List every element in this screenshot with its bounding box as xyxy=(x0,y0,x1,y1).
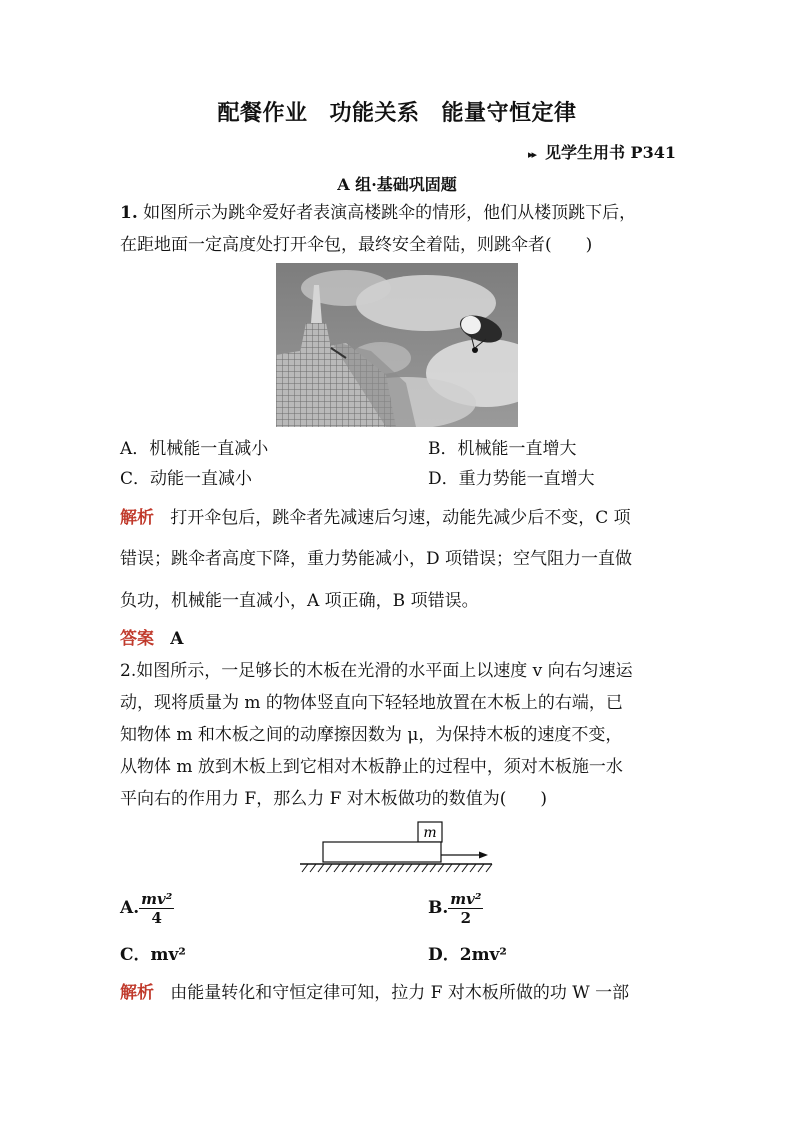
q2-stem-line-2: 动，现将质量为 m 的物体竖直向下轻轻地放置在木板上的右端，已 xyxy=(120,693,623,713)
q1-answer-label: 答案 xyxy=(120,629,154,649)
q2-stem-line-1: 2.如图所示，一足够长的木板在光滑的水平面上以速度 v 向右匀速运 xyxy=(120,661,633,681)
q1-answer-value: A xyxy=(170,629,184,649)
q1-option-c[interactable]: C．动能一直减小 xyxy=(120,469,253,489)
q2-stem-line-3: 知物体 m 和木板之间的动摩擦因数为 μ，为保持木板的速度不变， xyxy=(120,725,623,745)
q2-option-a-prefix: A. xyxy=(120,898,140,918)
q2-option-d[interactable]: D．2mv² xyxy=(428,945,507,965)
reference-note xyxy=(528,140,676,163)
q1-option-b[interactable]: B．机械能一直增大 xyxy=(428,439,577,459)
q2-option-a-numerator: mv² xyxy=(141,890,173,908)
page-title xyxy=(0,96,794,127)
q1-text-1: 如图所示为跳伞爱好者表演高楼跳伞的情形，他们从楼顶跳下后， xyxy=(143,203,637,223)
q2-option-b[interactable] xyxy=(428,890,483,927)
q1-analysis-line-3: 负功，机械能一直减小，A 项正确，B 项错误。 xyxy=(120,591,479,611)
q1-stem-line-2: 在距地面一定高度处打开伞包，最终安全着陆，则跳伞者( ) xyxy=(120,235,593,255)
arrow-head-icon xyxy=(479,852,488,859)
ground-hatching xyxy=(302,864,492,872)
skydiver-photo-graphic xyxy=(276,263,518,427)
title-part-3: 能量守恒定律 xyxy=(441,101,577,126)
skydiver-photo xyxy=(276,263,518,427)
q2-analysis-label: 解析 xyxy=(120,983,154,1003)
board-block-diagram xyxy=(296,820,496,880)
q1-analysis-text-1: 打开伞包后，跳伞者先减速后匀速，动能先减少后不变，C 项 xyxy=(170,508,631,528)
q2-analysis-line-1 xyxy=(120,982,680,1004)
q2-option-b-prefix: B. xyxy=(428,898,449,918)
q2-option-c[interactable]: C．mv² xyxy=(120,945,186,965)
q2-option-b-fraction xyxy=(448,890,483,927)
q1-number: 1. xyxy=(120,203,138,223)
q1-option-a[interactable]: A．机械能一直减小 xyxy=(120,439,269,459)
title-part-2: 功能关系 xyxy=(329,101,420,126)
q2-option-b-denominator: 2 xyxy=(460,909,472,927)
q1-answer-line xyxy=(120,628,680,650)
reference-text: 见学生用书 P341 xyxy=(544,143,676,162)
q2-analysis-text-1: 由能量转化和守恒定律可知，拉力 F 对木板所做的功 W 一部 xyxy=(170,983,630,1003)
q2-stem-line-4: 从物体 m 放到木板上到它相对木板静止的过程中，须对木板施一水 xyxy=(120,757,623,777)
block-label: m xyxy=(423,825,437,841)
q1-analysis-line-1 xyxy=(120,507,680,529)
q1-analysis-label: 解析 xyxy=(120,508,154,528)
q2-option-a[interactable] xyxy=(120,890,174,927)
q2-option-b-numerator: mv² xyxy=(450,890,482,908)
q2-option-a-fraction xyxy=(139,890,174,927)
double-arrow-icon: ▸▸ xyxy=(527,148,535,161)
wooden-board xyxy=(323,842,441,862)
group-heading: A 组·基础巩固题 xyxy=(337,175,457,194)
q2-stem-line-5: 平向右的作用力 F，那么力 F 对木板做功的数值为( ) xyxy=(120,789,548,809)
q1-option-d[interactable]: D．重力势能一直增大 xyxy=(428,469,595,489)
q1-stem-line-1 xyxy=(120,202,680,224)
q1-analysis-line-2: 错误；跳伞者高度下降，重力势能减小，D 项错误；空气阻力一直做 xyxy=(120,549,633,569)
title-part-1: 配餐作业 xyxy=(217,101,308,126)
q2-option-a-denominator: 4 xyxy=(151,909,162,927)
